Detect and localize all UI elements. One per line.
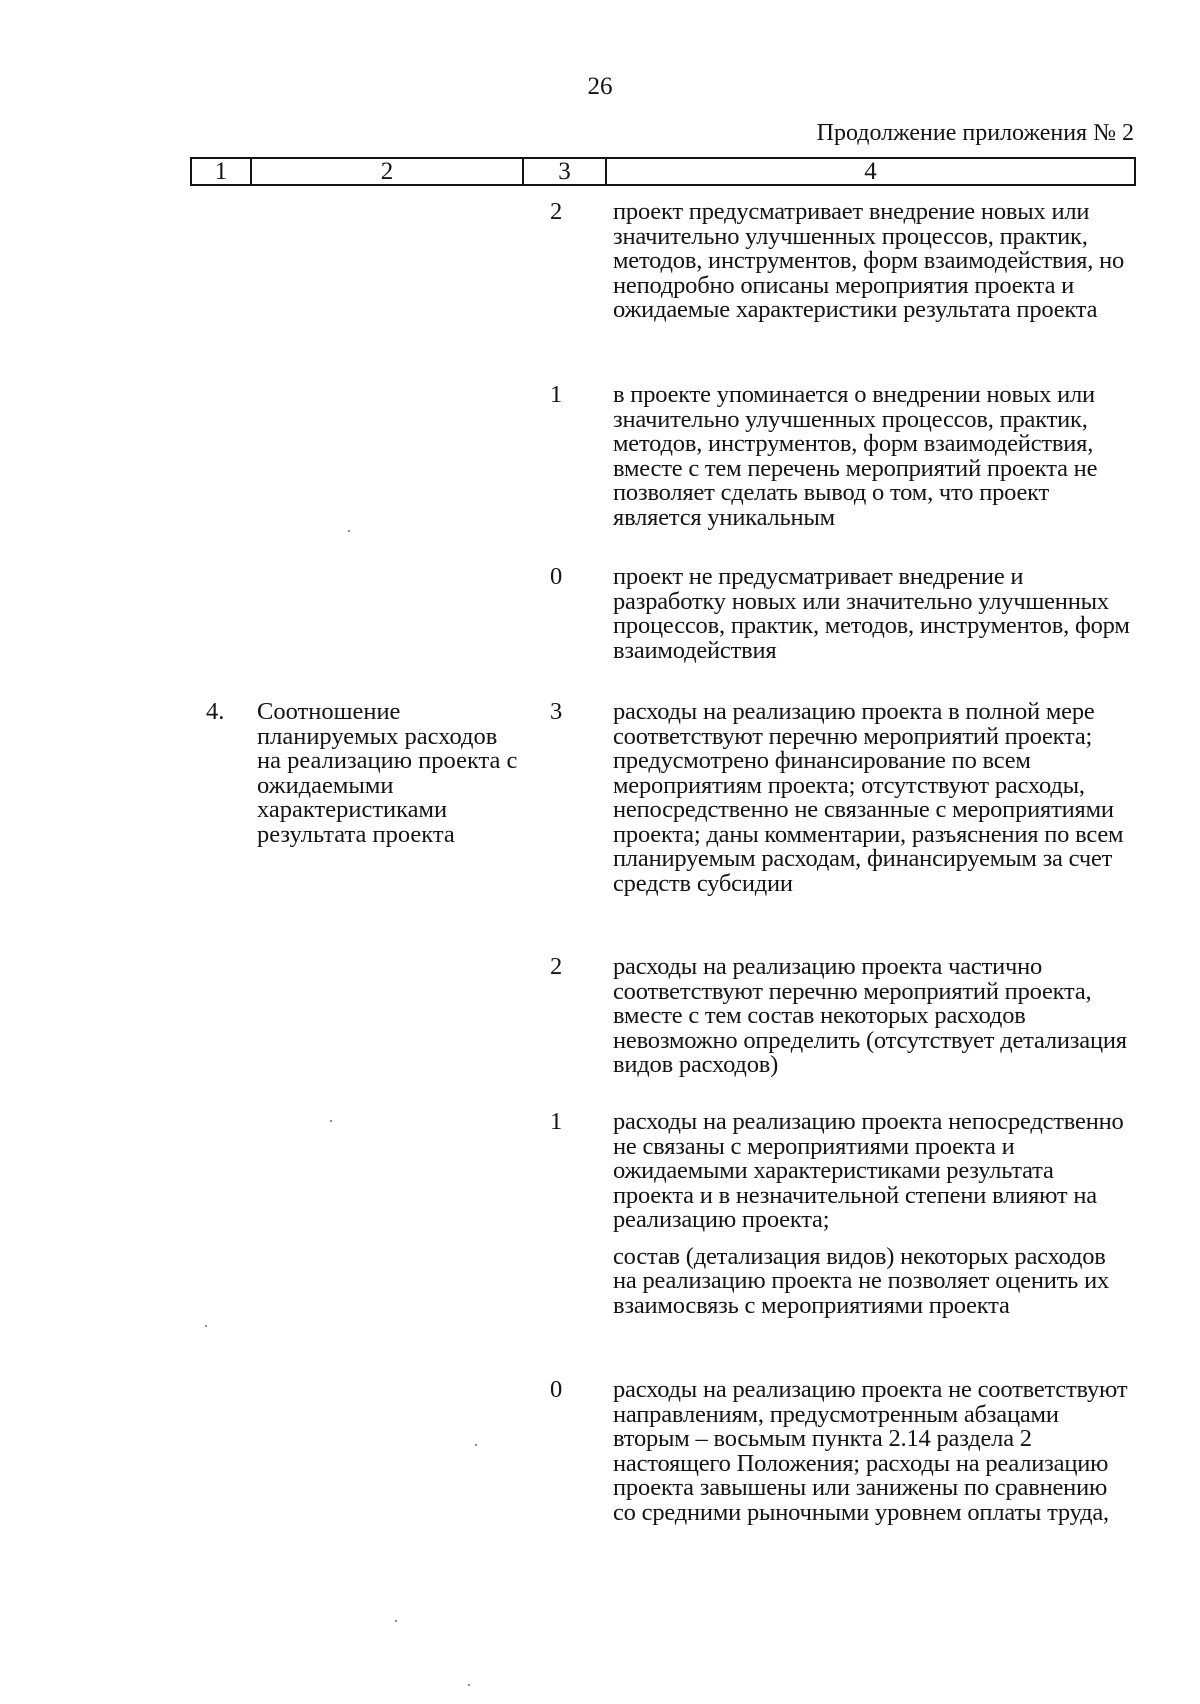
table-header-row [190,157,1136,186]
page-number: 26 [587,73,613,100]
score-value: 1 [550,1108,563,1135]
score-value: 2 [550,953,563,980]
description-paragraph: проект предусматривает внедрение новых или значительно улучшенных процессов, практик, методов, инструментов, форм взаимодействия, но неподробно описаны мероприятия проекта и ожидаемые характеристики результата проекта [613,198,1125,323]
criterion-description [613,565,1133,663]
header-col-2: 2 [252,159,524,184]
criterion-description [613,1378,1133,1525]
score-value: 2 [550,198,563,225]
criterion-description [613,955,1133,1078]
header-col-3: 3 [524,159,607,184]
criterion-description [613,700,1133,896]
description-paragraph: состав (детализация видов) некоторых расходов на реализацию проекта не позволяет оценить их взаимосвязь с мероприятиями проекта [613,1242,1110,1319]
header-col-1: 1 [192,159,252,184]
scan-speck [205,1325,207,1327]
description-paragraph: в проекте упоминается о внедрении новых или значительно улучшенных процессов, практик, методов, инструментов, форм взаимодействия, вместе с тем перечень мероприятий проекта не позволяет сделать вывод о том, что проект является уникальным [613,381,1098,531]
criterion-description [613,383,1133,530]
score-value: 0 [550,1376,563,1403]
scan-speck [395,1620,397,1622]
description-paragraph: расходы на реализацию проекта частично соответствуют перечню мероприятий проекта, вместе с тем состав некоторых расходов невозможно определить (отсутствует детализация видов расходов) [613,953,1127,1078]
description-paragraph: расходы на реализацию проекта в полной мере соответствуют перечню мероприятий проекта; предусмотрено финансирование по всем мероприятиям проекта; отсутствуют расходы, непосредственно не связанные с мероприятиями проекта; даны комментарии, разъяснения по всем планируемым расходам, финансируемым за счет средств субсидии [613,698,1124,897]
criterion-number: 4. [206,698,225,725]
score-value: 0 [550,563,563,590]
criterion-description [613,1110,1133,1318]
header-col-4: 4 [864,158,877,185]
scan-speck [348,530,350,532]
criterion-description [613,200,1133,323]
score-value: 1 [550,381,563,408]
description-paragraph: проект не предусматривает внедрение и разработку новых или значительно улучшенных процессов, практик, методов, инструментов, форм взаимодействия [613,563,1130,664]
scan-speck [475,1444,477,1446]
score-value: 3 [550,698,563,725]
continuation-label: Продолжение приложения № 2 [816,120,1134,146]
scan-speck [468,1684,470,1686]
description-paragraph: расходы на реализацию проекта непосредственно не связаны с мероприятиями проекта и ожидаемыми характеристиками результата проекта и в незначительной степени влияют на реализацию проекта; [613,1108,1124,1233]
scan-speck [330,1120,332,1122]
criterion-name: Соотношение планируемых расходов на реализацию проекта с ожидаемыми характеристиками результата проекта [257,698,518,848]
description-paragraph: расходы на реализацию проекта не соответствуют направлениям, предусмотренным абзацами вторым – восьмым пункта 2.14 раздела 2 настоящего Положения; расходы на реализацию проекта завышены или занижены по сравнению со средними рыночными уровнем оплаты труда, [613,1376,1128,1526]
